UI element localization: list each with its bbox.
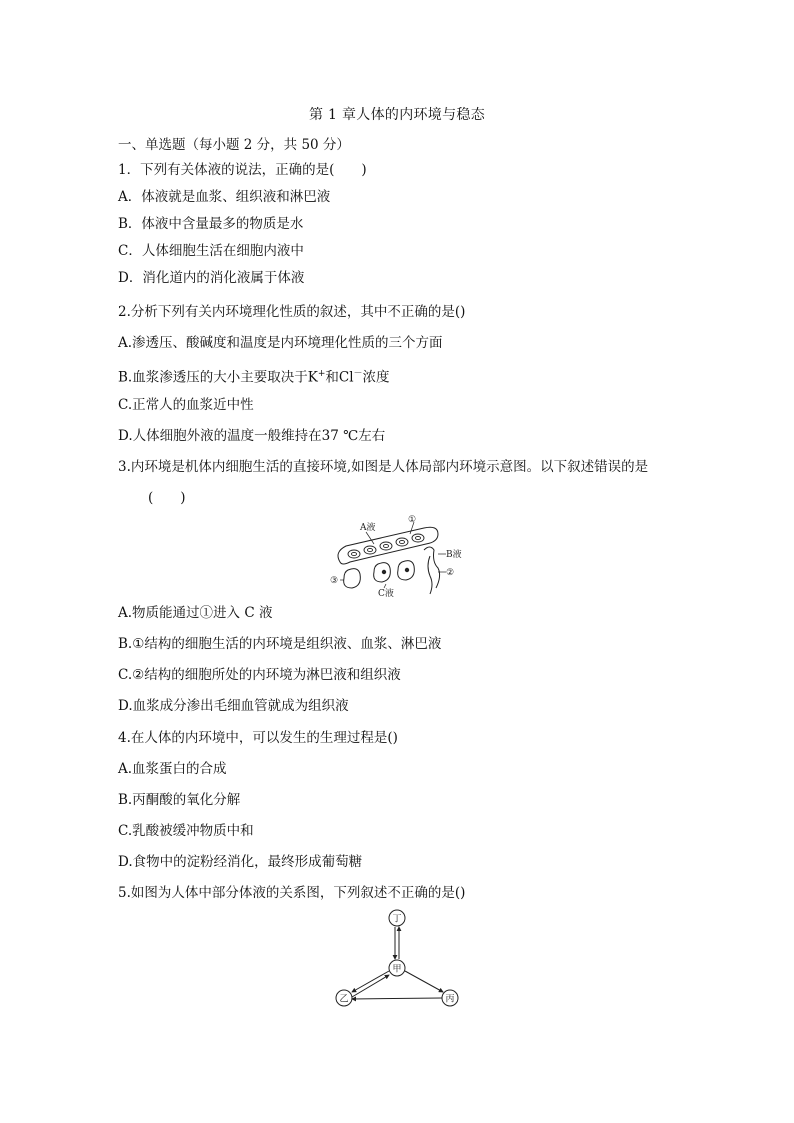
q1-option-d: D．消化道内的消化液属于体液 [118, 270, 305, 286]
node-bing: 丙 [445, 994, 455, 1005]
section-heading: 一、单选题（每小题 2 分，共 50 分） [118, 137, 350, 153]
node-jia: 甲 [392, 964, 402, 975]
page-title: 第 1 章人体的内环境与稳态 [308, 107, 485, 123]
potassium-charge: + [317, 369, 326, 379]
q2-option-a: A.渗透压、酸碱度和温度是内环境理化性质的三个方面 [118, 335, 443, 351]
q4-option-d: D.食物中的淀粉经消化，最终形成葡萄糖 [118, 854, 363, 870]
q1-option-c: C．人体细胞生活在细胞内液中 [118, 243, 304, 259]
q4-option-a: A.血浆蛋白的合成 [118, 761, 227, 777]
q1-stem: 1．下列有关体液的说法，正确的是( ) [118, 162, 367, 178]
q3-option-a: A.物质能通过①进入 C 液 [118, 605, 273, 621]
q2-option-b-text-pre: B.血浆渗透压的大小主要取决于K [118, 369, 318, 386]
q2-option-b-text-mid: 和Cl [325, 369, 354, 386]
internal-environment-diagram [326, 510, 476, 600]
fig-label-2: ② [446, 568, 455, 578]
fig-label-a-fluid: A液 [360, 523, 376, 533]
q3-option-b: B.①结构的细胞生活的内环境是组织液、血浆、淋巴液 [118, 636, 442, 652]
fig-label-3: ③ [330, 576, 339, 586]
q1-option-b: B．体液中含量最多的物质是水 [118, 216, 304, 232]
fig-label-c-fluid: C液 [378, 589, 394, 599]
q2-option-b-text-post: 浓度 [362, 369, 390, 386]
q3-option-c: C.②结构的细胞所处的内环境为淋巴液和组织液 [118, 667, 401, 683]
q4-option-c: C.乳酸被缓冲物质中和 [118, 823, 254, 839]
q3-option-d: D.血浆成分渗出毛细血管就成为组织液 [118, 698, 349, 714]
q4-option-b: B.丙酮酸的氧化分解 [118, 792, 241, 808]
q3-stem: 3.内环境是机体内细胞生活的直接环境,如图是人体局部内环境示意图。以下叙述错误的是 [118, 459, 649, 475]
q2-option-d: D.人体细胞外液的温度一般维持在37 ℃左右 [118, 428, 386, 444]
q4-stem: 4.在人体的内环境中，可以发生的生理过程是() [118, 730, 398, 746]
q2-option-b [118, 365, 390, 387]
q3-answer-paren: ( ) [148, 490, 186, 506]
body-fluid-relationship-diagram [330, 905, 465, 1013]
fig-label-b-fluid: B液 [446, 550, 462, 560]
node-ding: 丁 [392, 914, 402, 925]
q2-option-c: C.正常人的血浆近中性 [118, 397, 254, 413]
node-yi: 乙 [339, 994, 349, 1005]
chloride-charge: － [353, 369, 363, 379]
q1-option-a: A．体液就是血浆、组织液和淋巴液 [118, 189, 331, 205]
fig-label-1: ① [408, 515, 417, 525]
q2-stem: 2.分析下列有关内环境理化性质的叙述，其中不正确的是() [118, 304, 466, 320]
q5-stem: 5.如图为人体中部分体液的关系图，下列叙述不正确的是() [118, 885, 466, 901]
